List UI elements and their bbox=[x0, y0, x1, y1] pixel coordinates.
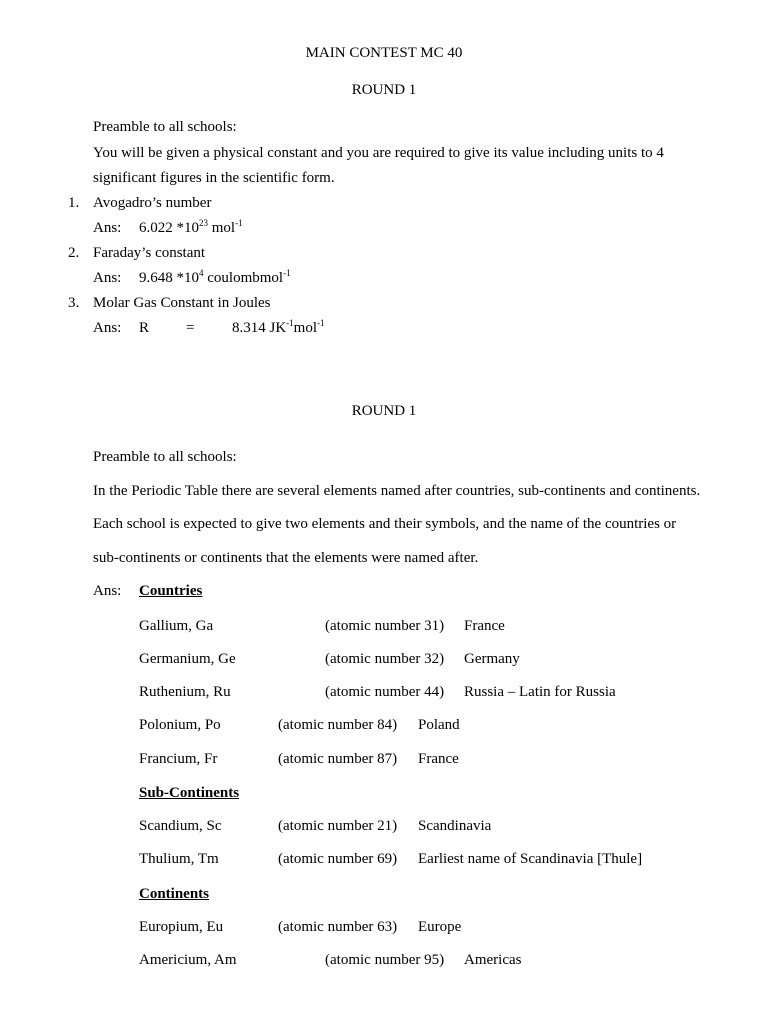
atomic-number: (atomic number 95) bbox=[325, 952, 445, 968]
atomic-number: (atomic number 21) bbox=[278, 818, 398, 834]
element-name: Americium, Am bbox=[139, 952, 237, 968]
element-name: Germanium, Ge bbox=[139, 651, 236, 667]
atomic-number: (atomic number 84) bbox=[278, 717, 398, 733]
element-name: Europium, Eu bbox=[139, 919, 224, 935]
answer-value: 8.314 $JK^{-1}mol^{-1}$ bbox=[232, 318, 325, 336]
answer-label: Ans: bbox=[93, 583, 122, 599]
preamble-label-1: Preamble to all schools: bbox=[93, 119, 237, 135]
element-origin: Russia – Latin for Russia bbox=[464, 684, 616, 700]
answer-value: 6.022 $*10^{23}$ mol$^{-1}$ bbox=[139, 218, 243, 236]
element-origin: Europe bbox=[418, 919, 462, 935]
atomic-number: (atomic number 32) bbox=[325, 651, 445, 667]
element-origin: Americas bbox=[464, 952, 522, 968]
atomic-number: (atomic number 69) bbox=[278, 851, 398, 867]
element-origin: France bbox=[418, 751, 459, 767]
atomic-number: (atomic number 44) bbox=[325, 684, 445, 700]
answer-label: Ans: bbox=[93, 270, 122, 286]
countries-heading: Countries bbox=[139, 583, 203, 599]
question-number: 2. bbox=[68, 245, 80, 261]
element-origin: Scandinavia bbox=[418, 818, 492, 834]
answer-symbol: R bbox=[139, 320, 150, 336]
question-text: Avogadro’s number bbox=[93, 195, 212, 211]
atomic-number: (atomic number 31) bbox=[325, 618, 445, 634]
question-number: 1. bbox=[68, 195, 80, 211]
preamble-line-2: Each school is expected to give two elements and their symbols, and the name of the countries or bbox=[93, 516, 677, 532]
round-heading-1: ROUND 1 bbox=[351, 82, 417, 98]
preamble-label-2: Preamble to all schools: bbox=[93, 449, 237, 465]
question-text: Molar Gas Constant in Joules bbox=[93, 295, 271, 311]
answer-value: 9.648 $*10^4$ coulombmol$^{-1}$ bbox=[139, 268, 291, 286]
round-heading-2: ROUND 1 bbox=[351, 403, 417, 419]
element-name: Polonium, Po bbox=[139, 717, 221, 733]
contest-title: MAIN CONTEST MC 40 bbox=[305, 45, 463, 61]
element-name: Ruthenium, Ru bbox=[139, 684, 231, 700]
element-origin: France bbox=[464, 618, 505, 634]
preamble-line-3: sub-continents or continents that the elements were named after. bbox=[93, 550, 479, 566]
subcontinents-heading: Sub-Continents bbox=[139, 785, 240, 801]
atomic-number: (atomic number 63) bbox=[278, 919, 398, 935]
element-origin: Poland bbox=[418, 717, 460, 733]
element-name: Scandium, Sc bbox=[139, 818, 222, 834]
atomic-number: (atomic number 87) bbox=[278, 751, 398, 767]
element-name: Francium, Fr bbox=[139, 751, 218, 767]
preamble-line-1: You will be given a physical constant and you are required to give its value including units to 4 bbox=[93, 145, 664, 161]
element-origin: Germany bbox=[464, 651, 520, 667]
preamble-line-2: significant figures in the scientific form. bbox=[93, 170, 335, 186]
answer-label: Ans: bbox=[93, 220, 122, 236]
preamble-line-1: In the Periodic Table there are several elements named after countries, sub-continents and continents. bbox=[93, 483, 701, 499]
element-name: Thulium, Tm bbox=[139, 851, 219, 867]
answer-label: Ans: bbox=[93, 320, 122, 336]
question-number: 3. bbox=[68, 295, 80, 311]
question-text: Faraday’s constant bbox=[93, 245, 206, 261]
answer-equals: = bbox=[186, 320, 195, 336]
continents-heading: Continents bbox=[139, 886, 210, 902]
element-name: Gallium, Ga bbox=[139, 618, 214, 634]
element-origin: Earliest name of Scandinavia [Thule] bbox=[418, 851, 643, 867]
